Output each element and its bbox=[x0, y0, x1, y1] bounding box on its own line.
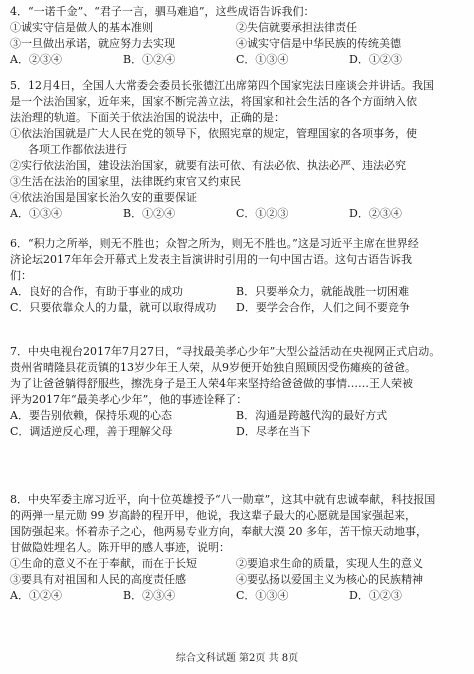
statement: ①诚实守信是做人的基本准则 bbox=[10, 21, 153, 34]
option-d[interactable]: D．①②③ bbox=[349, 589, 402, 602]
options-row bbox=[10, 300, 462, 316]
statement-row bbox=[10, 20, 462, 36]
statement: ①生命的意义不在于奉献，而在于长短 bbox=[10, 557, 197, 570]
statement-row bbox=[10, 556, 462, 572]
option-a[interactable]: A．良好的合作，有助于事业的成功 bbox=[10, 285, 183, 298]
option-d[interactable]: D．②③④ bbox=[349, 207, 402, 220]
option-b[interactable]: B．沟通是跨越代沟的最好方式 bbox=[236, 409, 388, 422]
question-4 bbox=[10, 4, 462, 68]
options-row bbox=[10, 52, 462, 68]
statement: ②实行依法治国，建设法治国家，就要有法可依、有法必依、执法必严、违法必究 bbox=[10, 159, 406, 172]
option-c[interactable]: C．只要依靠众人的力量，就可以取得成功 bbox=[10, 301, 217, 314]
question-stem: 7．中央电视台2017年7月27日，“寻找最美孝心少年”大型公益活动在央视网正式启动。 bbox=[10, 345, 441, 358]
options-row bbox=[10, 284, 462, 300]
statement: ①依法治国就是广大人民在党的领导下，依照宪章的规定，管理国家的各项事务，使 bbox=[10, 127, 417, 140]
option-a[interactable]: A．②③④ bbox=[10, 53, 62, 66]
options-row bbox=[10, 408, 462, 424]
question-stem: 8．中央军委主席习近平，向十位英雄授予“八一勋章”，这其中就有忠诚奉献，科技报国 bbox=[10, 493, 436, 506]
question-6 bbox=[10, 236, 462, 316]
option-b[interactable]: B．只要举众力，就能战胜一切困难 bbox=[236, 285, 410, 298]
option-b[interactable]: B．①②④ bbox=[123, 207, 176, 220]
statement: ②要追求生命的质量，实现人生的意义 bbox=[236, 557, 423, 570]
question-5 bbox=[10, 78, 462, 222]
statement: 各项工作都依法进行 bbox=[28, 143, 127, 156]
statement: ④依法治国是国家长治久安的重要保证 bbox=[10, 191, 197, 204]
option-d[interactable]: D．①②③ bbox=[349, 53, 402, 66]
options-row bbox=[10, 588, 462, 604]
question-stem: 们： bbox=[10, 269, 32, 282]
option-a[interactable]: A．①②④ bbox=[10, 589, 62, 602]
option-d[interactable]: D．尽孝在当下 bbox=[236, 425, 311, 438]
option-c[interactable]: C．①③④ bbox=[236, 589, 289, 602]
question-stem: 为了让爸爸躺得舒服些，擦洗身子是王人荣4年来坚持给爸爸做的事情……王人荣被 bbox=[10, 377, 413, 390]
options-row bbox=[10, 424, 462, 440]
statement: ③要具有对祖国和人民的高度责任感 bbox=[10, 573, 186, 586]
question-8 bbox=[10, 492, 462, 604]
question-stem: 法治理的轨道。下面关于依法治国的说法中，正确的是： bbox=[10, 111, 285, 124]
question-stem: 6．“积力之所举，则无不胜也；众智之所为，则无不胜也。”这是习近平主席在世界经 bbox=[10, 237, 419, 250]
statement-row bbox=[10, 572, 462, 588]
question-stem: 国防强起来。怀着赤子之心，他两易专业方向，奉献大漠 20 多年，苦干惊天动地事， bbox=[10, 525, 427, 538]
option-c[interactable]: C．①③④ bbox=[236, 53, 289, 66]
question-stem: 是一个法治国家，近年来，国家不断完善立法，将国家和社会生活的各个方面纳入依 bbox=[10, 95, 417, 108]
question-stem: 评为2017年“最美孝心少年”，他的事迹诠释了： bbox=[10, 393, 248, 406]
options-row bbox=[10, 206, 462, 222]
statement: ③一旦做出承诺，就应努力去实现 bbox=[10, 37, 175, 50]
option-b[interactable]: B．①②④ bbox=[123, 53, 176, 66]
question-7 bbox=[10, 344, 462, 440]
question-stem: 济论坛2017年年会开幕式上发表主旨演讲时引用的一句中国古语。这句古语告诉我 bbox=[10, 253, 412, 266]
question-stem: 5．12月4日，全国人大常委会委员长张德江出席第四个国家宪法日座谈会并讲话。我国 bbox=[10, 79, 434, 92]
option-d[interactable]: D．要学会合作，人们之间不要竞争 bbox=[236, 301, 410, 314]
statement: ④诚实守信是中华民族的传统美德 bbox=[236, 37, 401, 50]
statement: ④要弘扬以爱国主义为核心的民族精神 bbox=[236, 573, 423, 586]
statement: ②失信就要承担法律责任 bbox=[236, 21, 357, 34]
statement-row bbox=[10, 36, 462, 52]
question-stem: 贵州省晴隆县花贡镇的13岁少年王人荣，从9岁便开始独自照顾因受伤瘫痪的爸爸。 bbox=[10, 361, 416, 374]
question-stem: 甘做隐姓埋名人。陈开甲的感人事迹，说明： bbox=[10, 541, 230, 554]
page-footer: 综合文科试题 第2页 共 8页 bbox=[175, 653, 299, 664]
option-a[interactable]: A．要告别依赖，保持乐观的心态 bbox=[10, 409, 172, 422]
option-c[interactable]: C．调适逆反心理，善于理解父母 bbox=[10, 425, 173, 438]
option-c[interactable]: C．①②③ bbox=[236, 207, 289, 220]
option-a[interactable]: A．①③④ bbox=[10, 207, 62, 220]
question-stem: 的两弹一星元勋 99 岁高龄的程开甲，他说，我这辈子最大的心愿就是国家强起来， bbox=[10, 509, 416, 522]
question-stem: 4．“一诺千金”、“君子一言，驷马难追”，这些成语告诉我们： bbox=[10, 5, 315, 18]
option-b[interactable]: B．②③④ bbox=[123, 589, 176, 602]
statement: ③生活在法治的国家里，法律既约束官又约束民 bbox=[10, 175, 241, 188]
